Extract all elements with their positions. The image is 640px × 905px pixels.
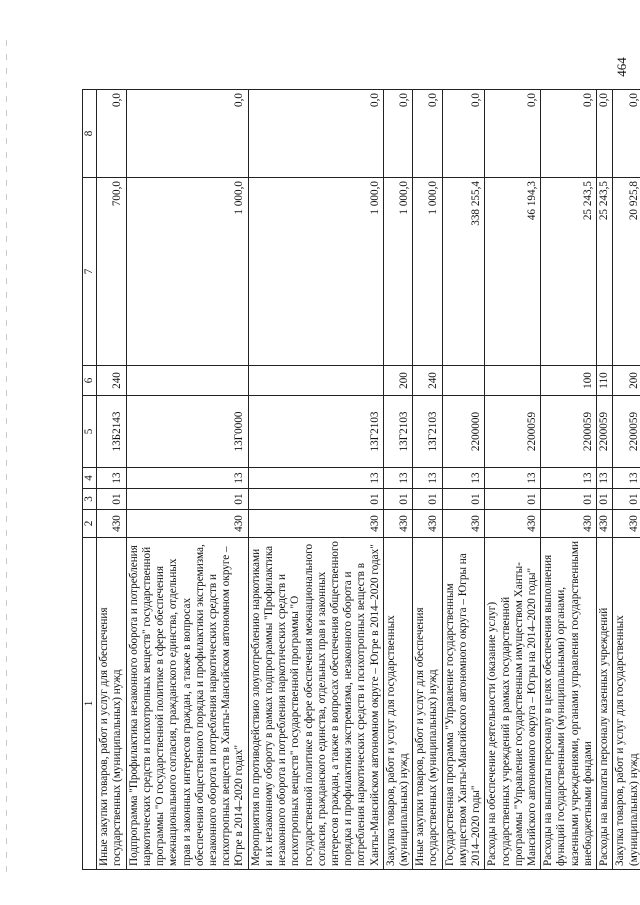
expense-type-code: 100 bbox=[541, 366, 597, 396]
amount: 20 925,8 bbox=[613, 178, 640, 366]
amount: 1 000,0 bbox=[383, 178, 412, 366]
header-col-5: 5 bbox=[83, 396, 97, 468]
table-row bbox=[383, 90, 412, 870]
subsection-code: 13 bbox=[442, 468, 485, 489]
ministry-code: 430 bbox=[541, 510, 597, 538]
row-name: Закупка товаров, работ и услуг для государственных (муниципальных) нужд bbox=[613, 538, 640, 870]
row-name: Мероприятия по противодействию злоупотреблению наркотиками и их незаконному обороту в рамках подпрограммы "Профилактика незаконного оборота и потребления наркотических средств и психотропных веществ" государственной программы "О государственной политике в сфере обеспечения межнационального согласия, гражданского единства, отдельных прав и законных интересов граждан, а также в вопросах обеспечения общественного порядка и профилактики экстремизма, незаконного оборота и потребления наркотических средств и психотропных веществ в Ханты-Мансийском автономном округе – Югре в 2014–2020 годах" bbox=[248, 538, 383, 870]
expense-type-code bbox=[248, 366, 383, 396]
amount: 1 000,0 bbox=[413, 178, 442, 366]
expense-type-code: 200 bbox=[383, 366, 412, 396]
target-item-code: 2200059 bbox=[597, 396, 613, 468]
ministry-code: 430 bbox=[97, 510, 126, 538]
amount-secondary: 0,0 bbox=[248, 90, 383, 178]
page-number: 464 bbox=[614, 57, 629, 77]
ministry-code: 430 bbox=[126, 510, 248, 538]
amount-secondary: 0,0 bbox=[442, 90, 485, 178]
header-col-8: 8 bbox=[83, 90, 97, 178]
header-row bbox=[83, 90, 97, 870]
section-code: 01 bbox=[485, 489, 541, 510]
table-row bbox=[442, 90, 485, 870]
amount-secondary: 0,0 bbox=[413, 90, 442, 178]
target-item-code: 13Б2143 bbox=[97, 396, 126, 468]
amount: 25 243,5 bbox=[597, 178, 613, 366]
subsection-code: 13 bbox=[485, 468, 541, 489]
subsection-code: 13 bbox=[126, 468, 248, 489]
table-row bbox=[597, 90, 613, 870]
budget-table bbox=[82, 89, 640, 870]
header-col-3: 3 bbox=[83, 489, 97, 510]
amount-secondary: 0,0 bbox=[541, 90, 597, 178]
subsection-code: 13 bbox=[541, 468, 597, 489]
target-item-code: 2200000 bbox=[442, 396, 485, 468]
section-code: 01 bbox=[248, 489, 383, 510]
amount: 1 000,0 bbox=[126, 178, 248, 366]
table-row bbox=[485, 90, 541, 870]
row-name: Расходы на обеспечение деятельности (оказание услуг) государственных учреждений в рамках государственной программы "Управление государственным имуществом Ханты-Мансийского автономного округа – Югры на 2014–2020 годы" bbox=[485, 538, 541, 870]
ministry-code: 430 bbox=[597, 510, 613, 538]
subsection-code: 13 bbox=[248, 468, 383, 489]
row-name: Расходы на выплаты персоналу в целях обеспечения выполнения функций государственными (муниципальными) органами, казенными учреждениями, органами управления государственными внебюджетными фондами bbox=[541, 538, 597, 870]
table-row bbox=[413, 90, 442, 870]
section-code: 01 bbox=[597, 489, 613, 510]
expense-type-code bbox=[442, 366, 485, 396]
table-row bbox=[541, 90, 597, 870]
section-code: 01 bbox=[541, 489, 597, 510]
row-name: Иные закупки товаров, работ и услуг для обеспечения государственных (муниципальных) нужд bbox=[413, 538, 442, 870]
amount: 700,0 bbox=[97, 178, 126, 366]
scan-edge-mark bbox=[6, 40, 7, 880]
ministry-code: 430 bbox=[413, 510, 442, 538]
table-row bbox=[248, 90, 383, 870]
header-col-2: 2 bbox=[83, 510, 97, 538]
table-row bbox=[97, 90, 126, 870]
section-code: 01 bbox=[126, 489, 248, 510]
ministry-code: 430 bbox=[613, 510, 640, 538]
subsection-code: 13 bbox=[383, 468, 412, 489]
rotated-page bbox=[82, 90, 640, 870]
expense-type-code: 240 bbox=[97, 366, 126, 396]
row-name: Государственная программа "Управление государственным имуществом Ханты-Мансийского автономного округа – Югры на 2014–2020 годы" bbox=[442, 538, 485, 870]
ministry-code: 430 bbox=[442, 510, 485, 538]
section-code: 01 bbox=[383, 489, 412, 510]
header-col-1: 1 bbox=[83, 538, 97, 870]
target-item-code: 13Г0000 bbox=[126, 396, 248, 468]
amount-secondary: 0,0 bbox=[383, 90, 412, 178]
subsection-code: 13 bbox=[413, 468, 442, 489]
amount: 46 194,3 bbox=[485, 178, 541, 366]
section-code: 01 bbox=[613, 489, 640, 510]
row-name: Подпрограмма "Профилактика незаконного оборота и потребления наркотических средств и психотропных веществ" государственной программы "О государственной политике в сфере обеспечения межнационального согласия, гражданского единства, отдельных прав и законных интересов граждан, а также в вопросах обеспечения общественного порядка и профилактики экстремизма, незаконного оборота и потребления наркотических средств и психотропных веществ в Ханты-Мансийском автономном округе – Югре в 2014–2020 годах" bbox=[126, 538, 248, 870]
subsection-code: 13 bbox=[597, 468, 613, 489]
expense-type-code bbox=[485, 366, 541, 396]
ministry-code: 430 bbox=[485, 510, 541, 538]
table-row bbox=[126, 90, 248, 870]
amount-secondary: 0,0 bbox=[485, 90, 541, 178]
section-code: 01 bbox=[97, 489, 126, 510]
header-col-6: 6 bbox=[83, 366, 97, 396]
amount: 338 255,4 bbox=[442, 178, 485, 366]
expense-type-code bbox=[126, 366, 248, 396]
amount-secondary: 0,0 bbox=[613, 90, 640, 178]
expense-type-code: 110 bbox=[597, 366, 613, 396]
amount-secondary: 0,0 bbox=[97, 90, 126, 178]
expense-type-code: 200 bbox=[613, 366, 640, 396]
target-item-code: 13Г2103 bbox=[248, 396, 383, 468]
target-item-code: 13Г2103 bbox=[383, 396, 412, 468]
target-item-code: 2200059 bbox=[613, 396, 640, 468]
header-col-7: 7 bbox=[83, 178, 97, 366]
amount: 25 243,5 bbox=[541, 178, 597, 366]
target-item-code: 13Г2103 bbox=[413, 396, 442, 468]
amount-secondary: 0,0 bbox=[597, 90, 613, 178]
target-item-code: 2200059 bbox=[485, 396, 541, 468]
row-name: Расходы на выплаты персоналу казенных учреждений bbox=[597, 538, 613, 870]
row-name: Иные закупки товаров, работ и услуг для обеспечения государственных (муниципальных) нужд bbox=[97, 538, 126, 870]
subsection-code: 13 bbox=[97, 468, 126, 489]
expense-type-code: 240 bbox=[413, 366, 442, 396]
header-col-4: 4 bbox=[83, 468, 97, 489]
section-code: 01 bbox=[442, 489, 485, 510]
amount: 1 000,0 bbox=[248, 178, 383, 366]
target-item-code: 2200059 bbox=[541, 396, 597, 468]
section-code: 01 bbox=[413, 489, 442, 510]
subsection-code: 13 bbox=[613, 468, 640, 489]
ministry-code: 430 bbox=[248, 510, 383, 538]
ministry-code: 430 bbox=[383, 510, 412, 538]
row-name: Закупка товаров, работ и услуг для государственных (муниципальных) нужд bbox=[383, 538, 412, 870]
table-row bbox=[613, 90, 640, 870]
amount-secondary: 0,0 bbox=[126, 90, 248, 178]
